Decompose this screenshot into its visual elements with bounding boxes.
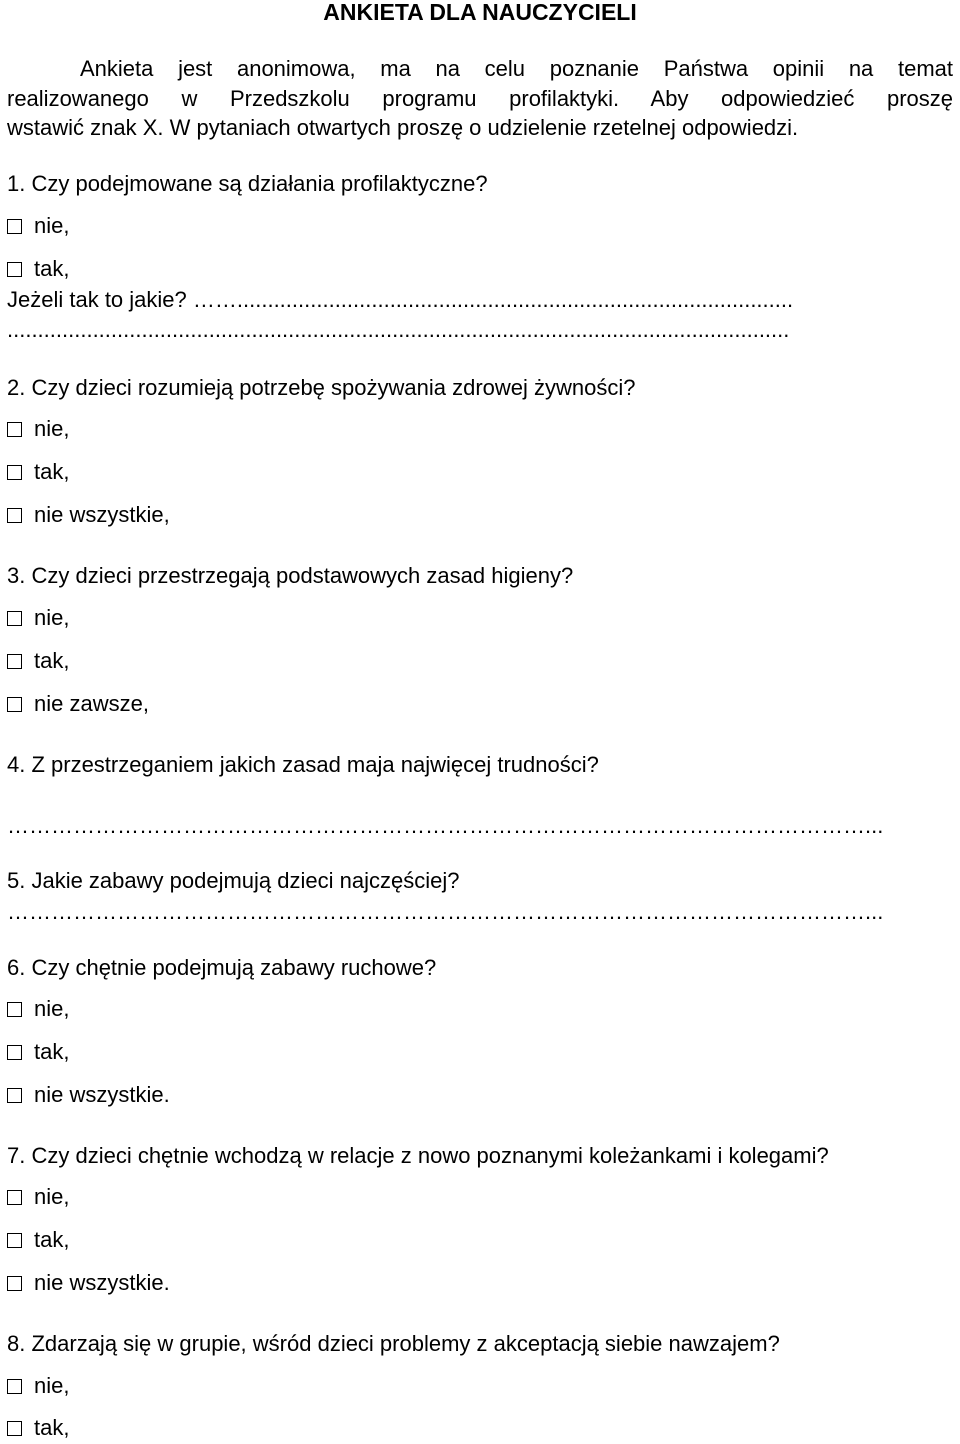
checkbox-icon[interactable] bbox=[7, 1045, 22, 1060]
q2-option-nie[interactable]: nie, bbox=[7, 415, 69, 443]
q1-answer-line[interactable]: ................................................................................................................................ bbox=[7, 317, 790, 342]
q6-option-nie-wszystkie[interactable]: nie wszystkie. bbox=[7, 1081, 170, 1109]
q6-option-nie[interactable]: nie, bbox=[7, 995, 69, 1023]
q4-answer-line[interactable]: ………………………………………………………………………………………………………... bbox=[7, 813, 884, 838]
checkbox-icon[interactable] bbox=[7, 1421, 22, 1436]
question-7: 7. Czy dzieci chętnie wchodzą w relacje z nowo poznanymi koleżankami i kolegami? bbox=[7, 1143, 829, 1168]
answer-dots[interactable]: ……........................................................................................... bbox=[192, 287, 794, 312]
q3-option-tak[interactable]: tak, bbox=[7, 647, 69, 675]
q3-option-nie-zawsze[interactable]: nie zawsze, bbox=[7, 690, 149, 718]
q1-followup: Jeżeli tak to jakie? ……........................................................................................... bbox=[7, 287, 794, 312]
question-8: 8. Zdarzają się w grupie, wśród dzieci problemy z akceptacją siebie nawzajem? bbox=[7, 1331, 780, 1356]
q7-option-nie-wszystkie[interactable]: nie wszystkie. bbox=[7, 1269, 170, 1297]
question-6: 6. Czy chętnie podejmują zabawy ruchowe? bbox=[7, 955, 437, 980]
checkbox-icon[interactable] bbox=[7, 219, 22, 234]
question-5: 5. Jakie zabawy podejmują dzieci najczęściej? bbox=[7, 868, 460, 893]
question-3: 3. Czy dzieci przestrzegają podstawowych zasad higieny? bbox=[7, 563, 574, 588]
checkbox-icon[interactable] bbox=[7, 697, 22, 712]
checkbox-icon[interactable] bbox=[7, 1190, 22, 1205]
intro-line-1: Ankieta jest anonimowa, ma na celu poznanie Państwa opinii na temat bbox=[80, 56, 953, 81]
page-title: ANKIETA DLA NAUCZYCIELI bbox=[323, 0, 637, 25]
checkbox-icon[interactable] bbox=[7, 1088, 22, 1103]
checkbox-icon[interactable] bbox=[7, 508, 22, 523]
checkbox-icon[interactable] bbox=[7, 1379, 22, 1394]
checkbox-icon[interactable] bbox=[7, 1233, 22, 1248]
intro-line-2: realizowanego w Przedszkolu programu profilaktyki. Aby odpowiedzieć proszę bbox=[7, 86, 953, 111]
q7-option-tak[interactable]: tak, bbox=[7, 1226, 69, 1254]
q2-option-nie-wszystkie[interactable]: nie wszystkie, bbox=[7, 501, 170, 529]
q1-option-nie[interactable]: nie, bbox=[7, 212, 69, 240]
q7-option-nie[interactable]: nie, bbox=[7, 1183, 69, 1211]
q6-option-tak[interactable]: tak, bbox=[7, 1038, 69, 1066]
intro-line-3: wstawić znak X. W pytaniach otwartych proszę o udzielenie rzetelnej odpowiedzi. bbox=[7, 115, 799, 140]
checkbox-icon[interactable] bbox=[7, 611, 22, 626]
q8-option-tak[interactable]: tak, bbox=[7, 1414, 69, 1442]
q2-option-tak[interactable]: tak, bbox=[7, 458, 69, 486]
checkbox-icon[interactable] bbox=[7, 1276, 22, 1291]
q8-option-nie[interactable]: nie, bbox=[7, 1372, 69, 1400]
q1-option-tak[interactable]: tak, bbox=[7, 255, 69, 283]
q3-option-nie[interactable]: nie, bbox=[7, 604, 69, 632]
checkbox-icon[interactable] bbox=[7, 1002, 22, 1017]
question-2: 2. Czy dzieci rozumieją potrzebę spożywania zdrowej żywności? bbox=[7, 375, 636, 400]
checkbox-icon[interactable] bbox=[7, 262, 22, 277]
checkbox-icon[interactable] bbox=[7, 654, 22, 669]
checkbox-icon[interactable] bbox=[7, 422, 22, 437]
question-1: 1. Czy podejmowane są działania profilaktyczne? bbox=[7, 171, 488, 196]
checkbox-icon[interactable] bbox=[7, 465, 22, 480]
q5-answer-line[interactable]: ………………………………………………………………………………………………………... bbox=[7, 899, 884, 924]
question-4: 4. Z przestrzeganiem jakich zasad maja najwięcej trudności? bbox=[7, 752, 599, 777]
